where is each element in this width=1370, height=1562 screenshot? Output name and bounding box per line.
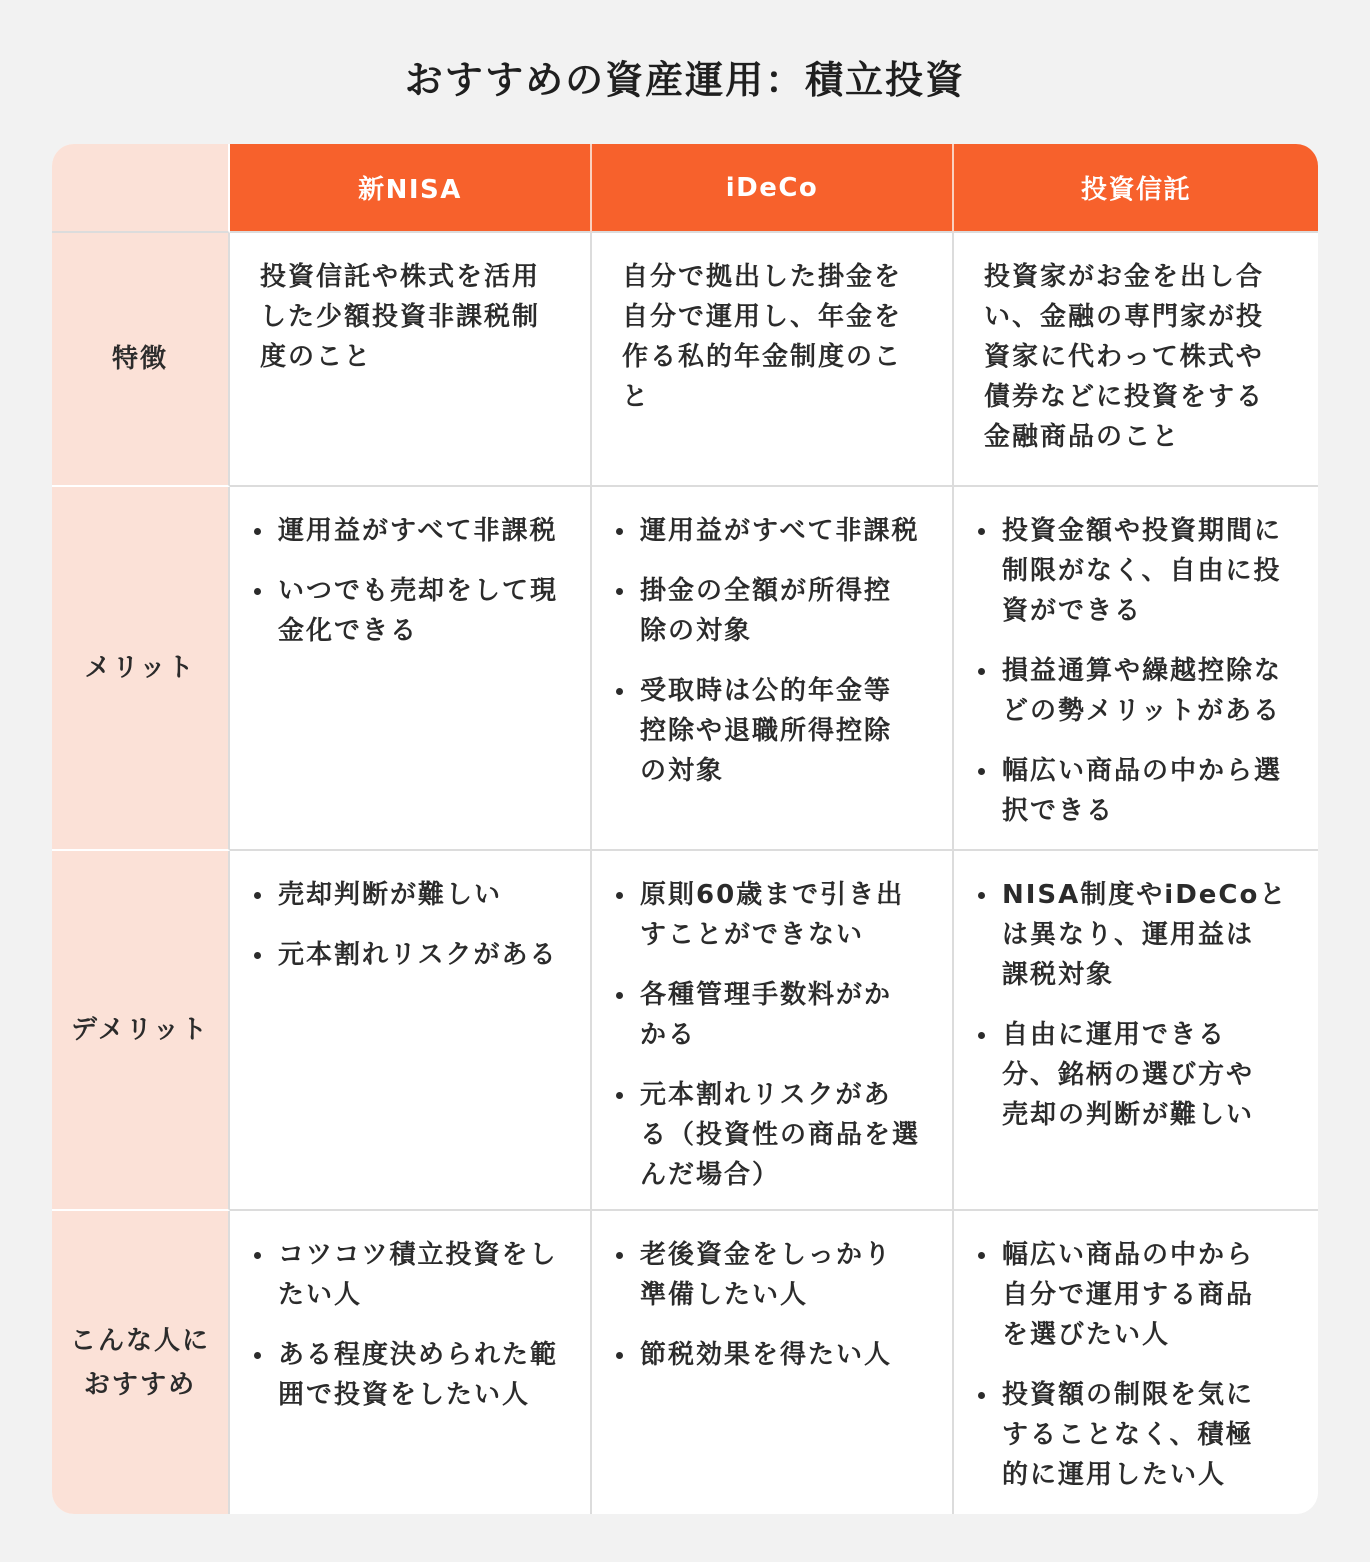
text-line: 運用益がすべて非課税	[278, 516, 558, 546]
cell-demerits-nisa	[230, 851, 592, 1211]
list-item	[976, 1375, 1300, 1495]
column-header-investment-trust: 投資信託	[954, 144, 1318, 233]
list-item	[614, 975, 934, 1055]
text-line: することなく、積極	[1002, 1420, 1254, 1450]
row-header-line: 特徴	[111, 344, 168, 374]
list-item	[252, 1235, 572, 1315]
cell-merits-nisa	[230, 487, 592, 851]
text-line: 資家に代わって株式や	[984, 342, 1264, 372]
text-line: 原則60歳まで引き出	[640, 880, 905, 910]
list-item	[614, 511, 934, 551]
list-item	[614, 875, 934, 955]
list-item	[976, 1015, 1300, 1135]
row-header-line: デメリット	[71, 1015, 209, 1045]
row-header-merits	[52, 487, 230, 851]
comparison-table	[52, 144, 1318, 1514]
bullet-list	[954, 1211, 1318, 1495]
cell-recommended-investment-trust	[954, 1211, 1318, 1514]
text-line: 債券などに投資をする	[984, 382, 1265, 412]
text-line: すことができない	[640, 920, 865, 950]
text-line: 投資信託や株式を活用	[260, 262, 541, 292]
text-line: 自分で運用する商品	[1002, 1280, 1255, 1310]
text-line: 囲で投資をしたい人	[278, 1380, 531, 1410]
text-line: 課税対象	[1002, 960, 1115, 990]
list-item	[252, 875, 572, 915]
text-line: 択できる	[1002, 796, 1115, 826]
text-line: 損益通算や繰越控除な	[1002, 656, 1283, 686]
list-item	[976, 651, 1300, 731]
text-line: 度のこと	[260, 342, 373, 372]
list-item	[252, 935, 572, 975]
bullet-list	[954, 851, 1318, 1135]
bullet-list	[592, 487, 952, 791]
list-item	[252, 571, 572, 651]
text-line: と	[622, 382, 651, 412]
text-line: 作る私的年金制度のこ	[622, 342, 903, 372]
cell-features-nisa	[230, 233, 592, 487]
list-item	[614, 671, 934, 791]
text-line: は異なり、運用益は	[1002, 920, 1255, 950]
cell-merits-investment-trust	[954, 487, 1318, 851]
text-line: 投資額の制限を気に	[1002, 1380, 1255, 1410]
text-line: 的に運用したい人	[1002, 1460, 1227, 1490]
text-line: 元本割れリスクがあ	[640, 1080, 892, 1110]
text-line: たい人	[278, 1280, 363, 1310]
bullet-list	[592, 851, 952, 1195]
list-item	[614, 1075, 934, 1195]
list-item	[614, 571, 934, 651]
text-line: コツコツ積立投資をし	[278, 1240, 558, 1270]
text-line: 老後資金をしっかり	[640, 1240, 893, 1270]
text-line: 幅広い商品の中から	[1002, 1240, 1255, 1270]
row-header-features	[52, 233, 230, 487]
text-line: 控除や退職所得控除	[640, 716, 893, 746]
text-line: 分、銘柄の選び方や	[1002, 1060, 1255, 1090]
text-line: 金化できる	[278, 616, 419, 646]
text-line: 投資金額や投資期間に	[1002, 516, 1283, 546]
bullet-list	[954, 487, 1318, 831]
text-line: 節税効果を得たい人	[640, 1340, 893, 1370]
text-line: 制限がなく、自由に投	[1002, 556, 1282, 586]
row-header-line: メリット	[84, 653, 196, 683]
cell-demerits-investment-trust	[954, 851, 1318, 1211]
list-item	[976, 511, 1300, 631]
list-item	[252, 1335, 572, 1415]
page-title: おすすめの資産運用：積立投資	[404, 58, 966, 102]
row-header-demerits	[52, 851, 230, 1211]
cell-recommended-ideco	[592, 1211, 954, 1514]
text-line: 各種管理手数料がか	[640, 980, 893, 1010]
text-line: 自分で拠出した掛金を	[622, 262, 903, 292]
text-line: 金融商品のこと	[984, 422, 1181, 452]
text-line: 除の対象	[640, 616, 753, 646]
list-item	[252, 511, 572, 551]
text-line: 受取時は公的年金等	[640, 676, 893, 706]
row-header-recommended-for	[52, 1211, 230, 1514]
text-line: 運用益がすべて非課税	[640, 516, 920, 546]
cell-features-investment-trust	[954, 233, 1318, 487]
text-line: 幅広い商品の中から選	[1002, 756, 1283, 786]
list-item	[976, 751, 1300, 831]
row-header-line: こんな人に	[69, 1325, 210, 1356]
bullet-list	[230, 487, 590, 651]
text-line: ある程度決められた範	[278, 1340, 559, 1370]
text-line: 自分で運用し、年金を	[622, 302, 903, 332]
text-line: い、金融の専門家が投	[984, 302, 1265, 332]
bullet-list	[230, 851, 590, 975]
bullet-list	[230, 1211, 590, 1415]
text-line: 準備したい人	[640, 1280, 809, 1310]
column-header-ideco: iDeCo	[592, 144, 954, 233]
cell-merits-ideco	[592, 487, 954, 851]
cell-demerits-ideco	[592, 851, 954, 1211]
row-header-line: おすすめ	[83, 1369, 197, 1400]
text-line: の対象	[640, 756, 725, 786]
cell-features-ideco	[592, 233, 954, 487]
list-item	[976, 875, 1300, 995]
text-line: 掛金の全額が所得控	[640, 576, 893, 606]
text-line: 元本割れリスクがある	[278, 940, 558, 970]
text-line: を選びたい人	[1002, 1320, 1171, 1350]
text-line: かる	[640, 1020, 697, 1050]
text-line: いつでも売却をして現	[278, 576, 559, 606]
bullet-list	[592, 1211, 952, 1375]
column-header-nisa: 新NISA	[230, 144, 592, 233]
cell-recommended-nisa	[230, 1211, 592, 1514]
text-line: した少額投資非課税制	[260, 302, 541, 332]
list-item	[614, 1335, 934, 1375]
text-line: 自由に運用できる	[1002, 1020, 1227, 1050]
text-line: んだ場合）	[640, 1160, 781, 1190]
text-line: る（投資性の商品を選	[640, 1120, 921, 1150]
text-line: 売却判断が難しい	[278, 880, 503, 910]
text-line: 投資家がお金を出し合	[984, 262, 1265, 292]
text-line: 資ができる	[1002, 596, 1143, 626]
list-item	[614, 1235, 934, 1315]
text-line: どの勢メリットがある	[1002, 696, 1281, 726]
text-line: 売却の判断が難しい	[1002, 1100, 1255, 1130]
text-line: NISA制度やiDeCoと	[1002, 880, 1288, 910]
list-item	[976, 1235, 1300, 1355]
table-corner	[52, 144, 230, 233]
